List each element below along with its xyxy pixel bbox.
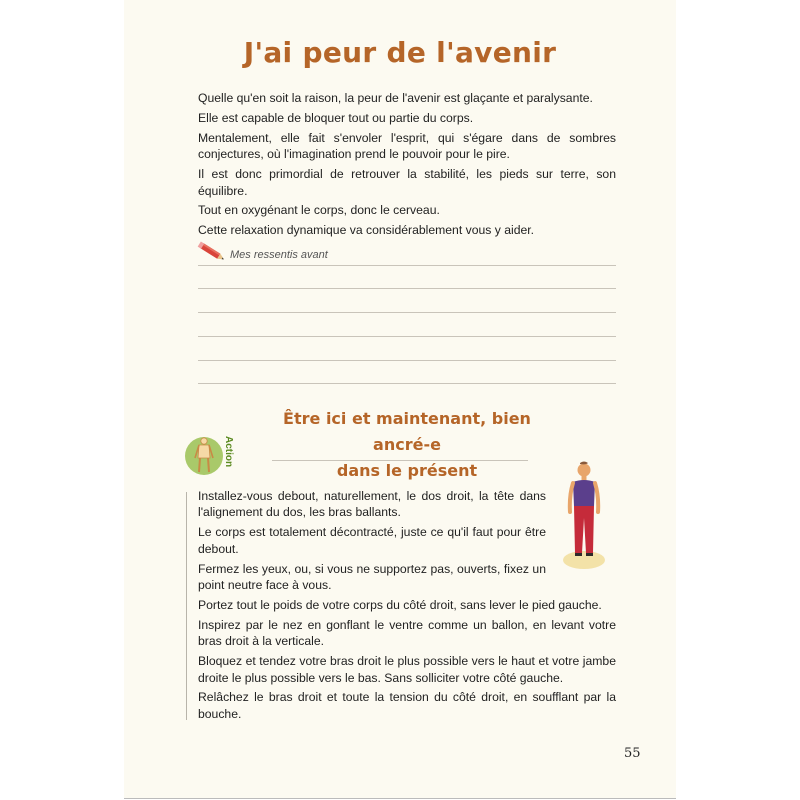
intro-paragraph: Il est donc primordial de retrouver la stabilité, les pieds sur terre, son équilibre. [198, 167, 616, 198]
page-bottom-edge [124, 798, 676, 799]
intro-paragraph: Elle est capable de bloquer tout ou partie du corps. [198, 110, 474, 125]
steps-margin-bar [186, 492, 187, 720]
intro-text [198, 90, 616, 242]
step-paragraph: Le corps est totalement décontracté, juste ce qu'il faut pour être debout. [198, 525, 546, 556]
action-label: Action [223, 436, 234, 468]
notes-label: Mes ressentis avant [230, 249, 328, 261]
section-divider [272, 460, 528, 461]
intro-paragraph: Cette relaxation dynamique va considérablement vous y aider. [198, 223, 535, 238]
section-title-line: Être ici et maintenant, bien ancré-e [283, 409, 531, 454]
exercise-steps [198, 488, 616, 726]
intro-paragraph: Mentalement, elle fait s'envoler l'esprit, qui s'égare dans de sombres conjectures, où l'imagination prend le pouvoir pour le pire. [198, 130, 616, 162]
intro-paragraph: Tout en oxygénant le corps, donc le cerveau. [198, 203, 440, 218]
step-paragraph: Bloquez et tendez votre bras droit le plus possible vers le haut et votre jambe droite le plus possible vers le bas. Sans solliciter votre côté gauche. [198, 654, 616, 685]
intro-paragraph: Quelle qu'en soit la raison, la peur de l'avenir est glaçante et paralysante. [198, 91, 593, 105]
pencil-icon [197, 240, 227, 264]
page-number: 55 [624, 746, 641, 761]
section-title [252, 406, 562, 484]
writing-line[interactable] [198, 265, 616, 266]
page-title: J'ai peur de l'avenir [243, 36, 557, 69]
book-page [124, 0, 676, 798]
writing-line[interactable] [198, 288, 616, 289]
writing-line[interactable] [198, 383, 616, 384]
writing-line[interactable] [198, 360, 616, 361]
step-paragraph: Relâchez le bras droit et toute la tension du côté droit, en soufflant par la bouche. [198, 690, 616, 721]
step-paragraph: Installez-vous debout, naturellement, le dos droit, la tête dans l'alignement du dos, les bras ballants. [198, 489, 546, 520]
step-paragraph: Inspirez par le nez en gonflant le ventre comme un ballon, en levant votre bras droit à la verticale. [198, 617, 616, 649]
writing-line[interactable] [198, 312, 616, 313]
step-paragraph: Portez tout le poids de votre corps du côté droit, sans lever le pied gauche. [198, 597, 602, 612]
section-title-line: dans le présent [336, 461, 478, 480]
standing-woman-illustration [560, 460, 610, 575]
step-paragraph: Fermez les yeux, ou, si vous ne supportez pas, ouverts, fixez un point neutre face à vous. [198, 561, 546, 593]
writing-line[interactable] [198, 336, 616, 337]
person-icon [184, 434, 226, 478]
